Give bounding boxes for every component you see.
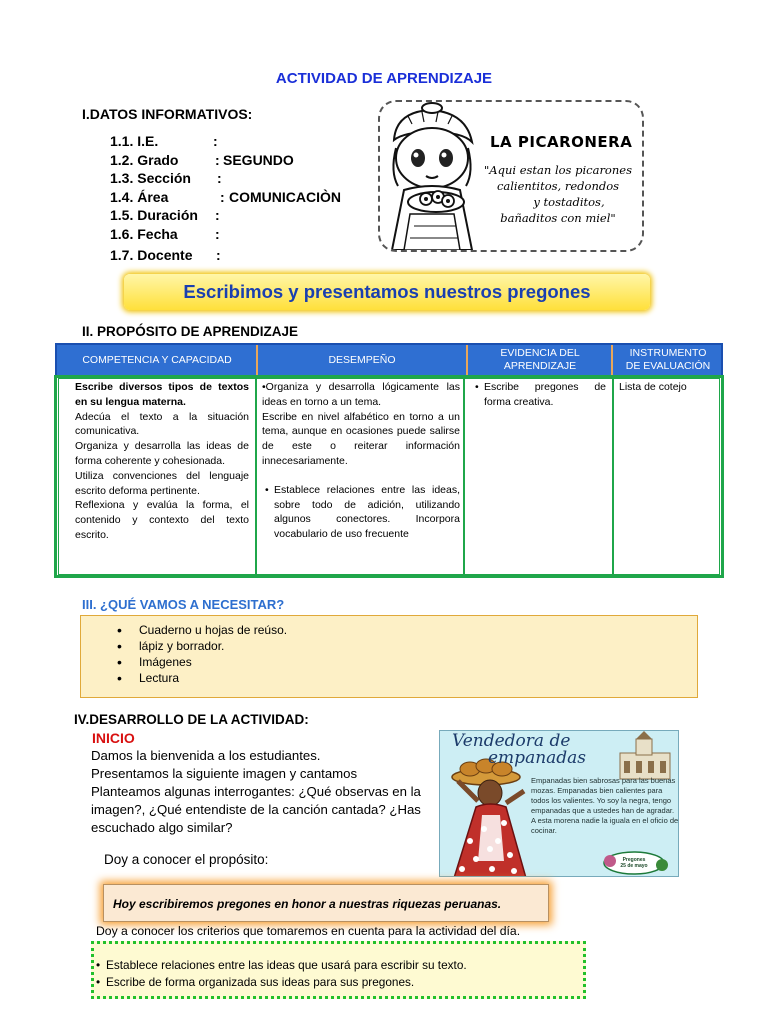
info-label: 1.4. Área <box>110 188 169 205</box>
desempeno-item: Escribe en nivel alfabético en torno a un tema, aunque en ocasiones puede salirse de este o reiterar información innecesariamente. <box>262 410 460 467</box>
quote-line: calientitos, redondos <box>496 179 620 193</box>
info-colon: : <box>216 247 221 263</box>
table-header-competencia: COMPETENCIA Y CAPACIDAD <box>82 353 232 366</box>
capacidad-item: Reflexiona y evalúa la forma, el contenido y contexto del texto escrito. <box>75 499 249 541</box>
criterios-box <box>91 941 586 999</box>
info-value: COMUNICACIÒN <box>229 188 341 205</box>
header-divider <box>611 345 613 375</box>
capacidad-item: Organiza y desarrolla las ideas de forma coherente y cohesionada. <box>75 440 249 467</box>
capacidad-item: Utiliza convenciones del lenguaje escrito deforma pertinente. <box>75 469 249 497</box>
info-colon: : <box>215 207 220 223</box>
column-divider <box>255 378 257 575</box>
info-label: 1.2. Grado <box>110 151 179 168</box>
info-label: 1.7. Docente <box>110 247 193 263</box>
info-label: 1.6. Fecha <box>110 225 178 242</box>
column-divider <box>463 378 465 575</box>
desempeno-list <box>262 483 460 542</box>
info-label: 1.1. I.E. <box>110 133 159 149</box>
material-item: • Imágenes <box>117 654 287 670</box>
quote-line: y tostaditos, <box>533 195 605 209</box>
inicio-line: Presentamos la siguiente imagen y cantamos <box>91 766 358 781</box>
proposito-text: Hoy escribiremos pregones en honor a nuestras riquezas peruanas. <box>113 897 502 911</box>
section-proposito-heading: II. PROPÓSITO DE APRENDIZAJE <box>82 324 299 339</box>
criterios-list <box>96 957 467 990</box>
material-item: • Lectura <box>117 670 287 686</box>
picaronera-title: LA PICARONERA <box>490 133 633 151</box>
evidencia-item: • Escribe pregones de forma creativa. <box>484 380 606 410</box>
material-item: • lápiz y borrador. <box>117 638 287 654</box>
info-colon: : <box>217 170 222 186</box>
table-header <box>55 343 723 377</box>
inicio-label: INICIO <box>92 730 135 746</box>
quote-line: "Aqui estan los picarones <box>484 163 632 177</box>
cell-evidencia <box>474 380 606 410</box>
vendedora-title-line: Vendedora de <box>452 731 571 751</box>
competencia-heading: Escribe diversos tipos de textos en su lengua materna. <box>75 381 249 408</box>
criterio-item: • Establece relaciones entre las ideas que usará para escribir su texto. <box>96 957 467 974</box>
inicio-line: Planteamos algunas interrogantes: ¿Qué observas en la imagen?, ¿Qué entendiste de la canción cantada? ¿Has escuchado algo similar? <box>91 784 421 835</box>
vendedora-title-line: empanadas <box>488 748 587 768</box>
material-item: • Cuaderno u hojas de reúso. <box>117 622 287 638</box>
info-colon: : <box>213 133 218 149</box>
info-colon: : <box>220 188 225 205</box>
desempeno-item: •Organiza y desarrolla lógicamente las ideas en torno a un tema. <box>262 381 460 408</box>
capacidad-item: Adecúa el texto a la situación comunicativa. <box>75 410 249 438</box>
picaronera-quote <box>478 162 638 226</box>
table-header-evidencia: EVIDENCIA DEL APRENDIZAJE <box>500 347 580 372</box>
cell-competencia <box>75 380 249 543</box>
header-divider <box>466 345 468 375</box>
vendedora-badge: Pregones 25 de mayo <box>620 857 648 869</box>
table-header-instrumento: INSTRUMENTO DE EVALUACIÓN <box>625 347 711 372</box>
table-header-desempeno: DESEMPEÑO <box>328 353 396 366</box>
vendedora-text: Empanadas bien sabrosas para las buenas mozas. Empanadas bien calientes para todos los valientes. Yo soy la negra, tengo empanadas que a ustedes han de agradar. A esta morena nadie la iguala en el oficio de cocinar. <box>531 776 679 835</box>
cell-instrumento: Lista de cotejo <box>619 381 687 393</box>
section-datos-heading: I.DATOS INFORMATIVOS: <box>82 106 253 122</box>
materials-list <box>117 622 287 686</box>
inicio-line: Damos la bienvenida a los estudiantes. <box>91 748 321 763</box>
activity-title-banner: Escribimos y presentamos nuestros pregones <box>124 274 650 310</box>
section-desarrollo-heading: IV.DESARROLLO DE LA ACTIVIDAD: <box>74 712 309 727</box>
info-label: 1.3. Sección <box>110 170 191 186</box>
doy-criterios-text: Doy a conocer los criterios que tomaremos en cuenta para la actividad del día. <box>96 924 521 938</box>
criterio-item: • Escribe de forma organizada sus ideas para sus pregones. <box>96 974 467 991</box>
info-label: 1.5. Duración <box>110 207 198 223</box>
inicio-description <box>91 747 431 837</box>
quote-line: bañaditos con miel" <box>500 211 616 225</box>
section-necesitar-heading: III. ¿QUÉ VAMOS A NECESITAR? <box>82 597 285 612</box>
cell-desempeno <box>262 380 460 542</box>
desempeno-item: • Establece relaciones entre las ideas, sobre todo de adición, utilizando algunos conectores. Incorpora vocabulario de uso frecuente <box>274 483 460 542</box>
vendedora-title <box>452 733 612 767</box>
page-title: ACTIVIDAD DE APRENDIZAJE <box>275 70 493 87</box>
column-divider <box>612 378 614 575</box>
info-colon: : <box>215 225 220 242</box>
materials-box <box>80 615 698 698</box>
doy-proposito-text: Doy a conocer el propósito: <box>104 852 269 867</box>
info-value: SEGUNDO <box>223 151 294 168</box>
evidencia-list <box>474 380 606 410</box>
info-colon: : <box>215 151 220 168</box>
